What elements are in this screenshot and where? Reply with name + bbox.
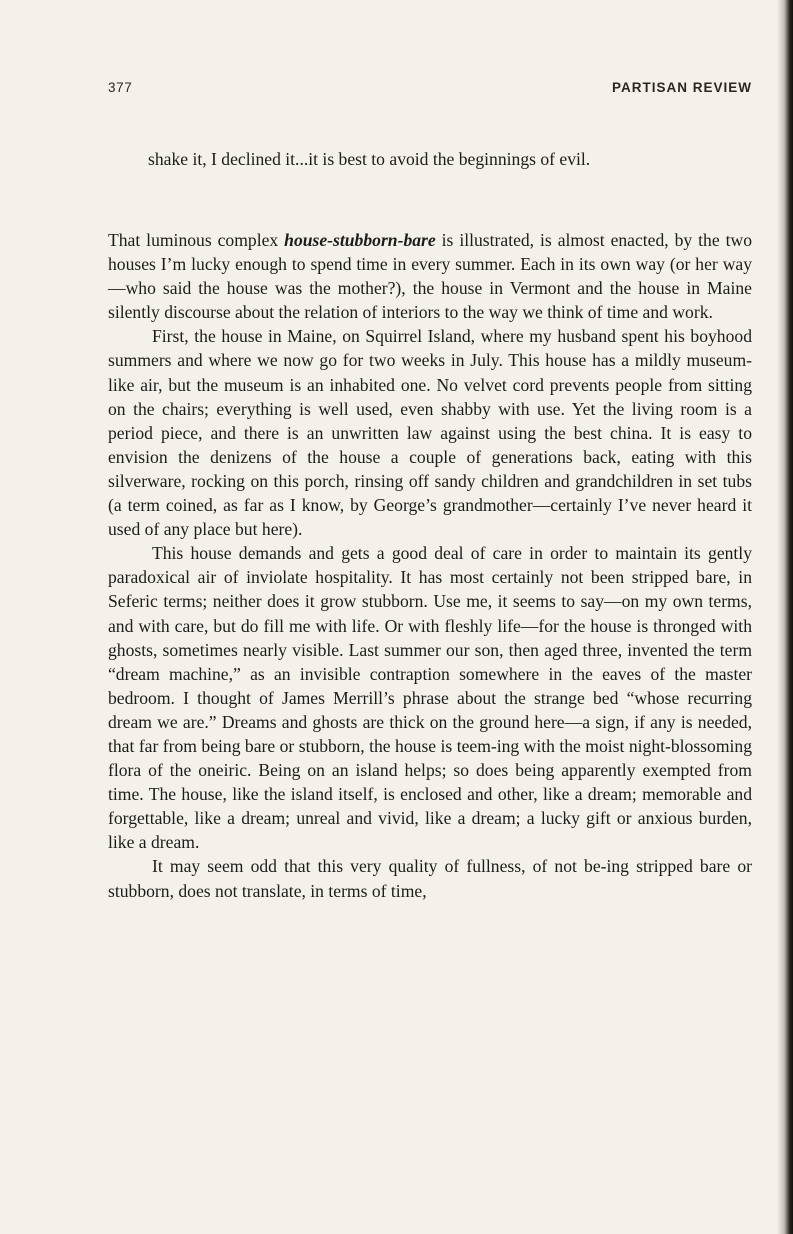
page-edge-shadow (777, 0, 793, 1234)
body-text (108, 228, 752, 903)
paragraph-1-rest: is illustrated, is almost enacted, by the two houses I’m lucky enough to spend time in every summer. Each in its own way (or her way—who said the house was the mother?), the house in Vermont and the house in Maine silently discourse about the relation of interiors to the way we think of time and work. (108, 230, 752, 323)
paragraph-1 (108, 228, 752, 324)
italic-term: house-stubborn-bare (284, 230, 436, 250)
paragraph-3: This house demands and gets a good deal of care in order to maintain its gently paradoxical air of inviolate hospitality. It has most certainly not been stripped bare, in Seferic terms; neither does it grow stubborn. Use me, it seems to say—on my own terms, and with care, but do fill me with life. Or with fleshly life—for the house is thronged with ghosts, sometimes nearly visible. Last summer our son, then aged three, invented the term “dream machine,” as an invisible contraption somewhere in the eaves of the master bedroom. I thought of James Merrill’s phrase about the strange bed “whose recurring dream we are.” Dreams and ghosts are thick on the ground here—a sign, if any is needed, that far from being bare or stubborn, the house is teem-ing with the moist night-blossoming flora of the oneiric. Being on an island helps; so does being apparently exempted from time. The house, like the island itself, is enclosed and other, like a dream; memorable and forgettable, like a dream; unreal and vivid, like a dream; a lucky gift or anxious burden, like a dream. (108, 543, 752, 853)
paragraph-1-start: That luminous complex (108, 230, 285, 250)
running-header (108, 80, 752, 102)
page-number: 377 (108, 80, 133, 95)
journal-title: PARTISAN REVIEW (611, 80, 752, 95)
block-quote: shake it, I declined it...it is best to avoid the beginnings of evil. (148, 149, 591, 169)
paragraph-2: First, the house in Maine, on Squirrel Island, where my husband spent his boyhood summers and where we now go for two weeks in July. This house has a mildly museum-like air, but the museum is an inhabited one. No velvet cord prevents people from sitting on the chairs; everything is well used, even shabby with use. Yet the living room is a period piece, and there is an unwritten law against using the best china. It is easy to envision the denizens of the house a couple of generations back, eating with this silverware, rocking on this porch, rinsing off sandy children and grandchildren in set tubs (a term coined, as far as I know, by George’s grandmother—certainly I’ve never heard it used of any place but here). (108, 326, 752, 540)
paragraph-4: It may seem odd that this very quality of fullness, of not be-ing stripped bare or stubborn, does not translate, in terms of time, (108, 856, 752, 901)
